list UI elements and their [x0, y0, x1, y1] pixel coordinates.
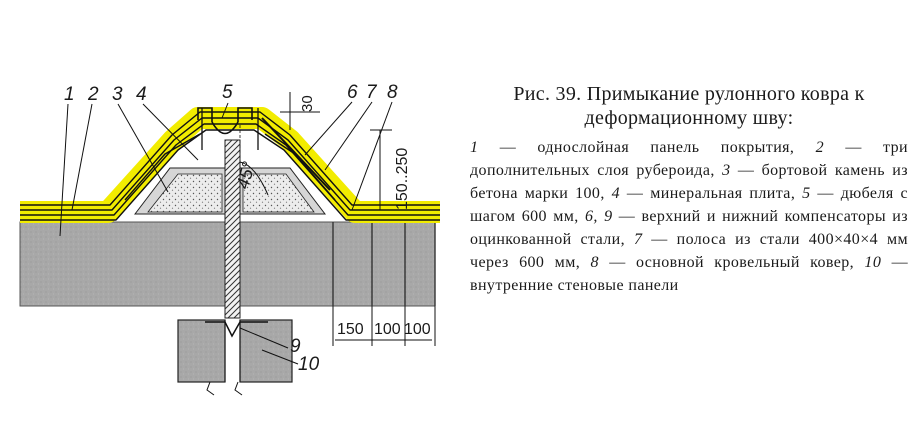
wall-panel	[240, 320, 292, 382]
caption-item-number: 1	[470, 139, 479, 156]
caption-item-number: 7	[633, 231, 643, 248]
caption-item-number: 5	[802, 185, 811, 202]
wall-panel	[178, 320, 225, 382]
callout-9: 9	[290, 336, 301, 357]
dim-seg3: 100	[404, 321, 431, 338]
callout-3: 3	[112, 84, 123, 105]
caption-item-number: 3	[722, 162, 731, 179]
callout-4: 4	[136, 84, 147, 105]
roof-panel-left	[20, 222, 225, 306]
caption-item-text: — бортовой камень из бетона марки 100,	[470, 162, 908, 202]
caption-title: Рис. 39. Примыкание рулонного ковра к деформационному шву:	[513, 83, 865, 129]
callout-8: 8	[387, 82, 398, 103]
caption-item-number: 2	[815, 139, 825, 156]
caption-item-text: — внутренние стеновые панели	[470, 254, 908, 294]
caption-body	[470, 136, 908, 297]
caption-item-text: — дюбеля с шагом 600 мм,	[470, 185, 908, 225]
dim-seg2: 100	[374, 321, 401, 338]
callout-2: 2	[88, 84, 99, 105]
figure-caption	[470, 82, 908, 297]
dim-seg1: 150	[337, 321, 364, 338]
caption-item-number: 6, 9	[584, 208, 613, 225]
callout-7: 7	[366, 82, 377, 103]
caption-item-number: 4	[611, 185, 621, 202]
caption-item-text: — однослойная панель покрытия,	[478, 139, 816, 156]
callout-6: 6	[347, 82, 358, 103]
dim-height: 150..250	[394, 147, 411, 210]
caption-item-text: — верхний и нижний компенсаторы из оцинкованной стали,	[470, 208, 908, 248]
caption-item-text: — основной кровельный ковер,	[598, 254, 865, 271]
dim-top-gap: 30	[299, 95, 316, 112]
caption-item-text: — минеральная плита,	[620, 185, 803, 202]
caption-item-text: — три дополнительных слоя рубероида,	[470, 139, 908, 179]
caption-item-number: 10	[864, 254, 882, 271]
callout-10: 10	[298, 354, 320, 375]
caption-item-number: 8	[590, 254, 599, 271]
angle-label: 45°	[232, 159, 259, 192]
caption-item-text: — полоса из стали 400×40×4 мм через 600 мм,	[470, 231, 909, 271]
callout-5: 5	[222, 82, 233, 103]
callout-1: 1	[64, 84, 75, 105]
roof-panel-right	[240, 222, 435, 306]
